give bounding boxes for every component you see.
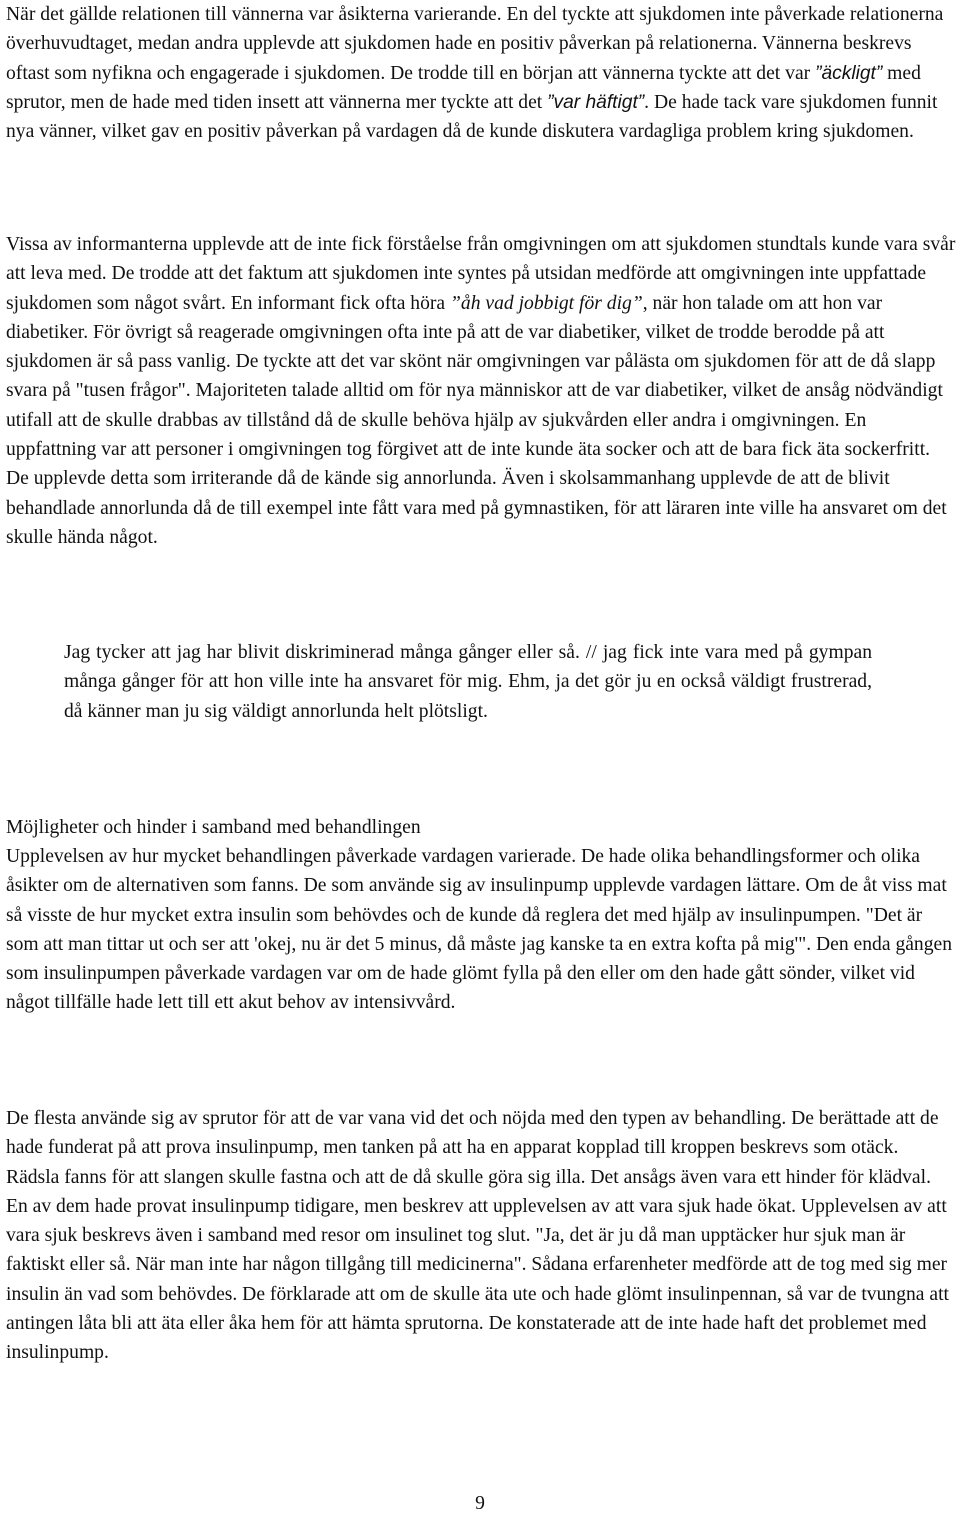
quote-haftigt: ”var häftigt” — [547, 91, 645, 113]
paragraph-treatment: Upplevelsen av hur mycket behandlingen påverkade vardagen varierade. De hade olika behandlingsformer och olika åsikter om de alternativen som fanns. De som använde sig av insulinpump upplevde vardagen lättare. Om de åt viss mat så visste de hur mycket extra insulin som behövdes och de kunde då reglera det med hjälp av insulinpumpen. "Det är som att man tittar ut och ser att 'okej, nu är det 5 minus, då måste jag kanske ta en extra kofta på mig'". Den enda gången som insulinpumpen påverkade vardagen var om de hade glömt fylla på den eller om den hade gått sönder, vilket vid något tillfälle hade lett till ett akut behov av intensivvård. — [6, 846, 953, 1014]
page-number: 9 — [475, 1493, 485, 1514]
paragraph-friends — [6, 0, 956, 146]
paragraph-syringes: De flesta använde sig av sprutor för att de var vana vid det och nöjda med den typen av behandling. De berättade att de hade funderat på att prova insulinpump, men tanken på att ha en apparat kopplad till kroppen beskrevs som otäck. Rädsla fanns för att slangen skulle fastna och att de då skulle göra sig illa. Det ansågs även vara ett hinder för klädval. En av dem hade provat insulinpump tidigare, men beskrev att upplevelsen av att vara sjuk hade ökat. Upplevelsen av att vara sjuk beskrevs även i samband med resor om insulinet tog slut. "Ja, det är ju då man upptäcker hur sjuk man är faktiskt eller så. När man inte har någon tillgång till medicinerna". Sådana erfarenheter medförde att de tog med sig mer insulin än vad som behövdes. De förklarade att om de skulle äta ute och hade glömt insulinpennan, så var de tvungna att antingen låta bli att äta eller åka hem för att hämta sprutorna. De konstaterade att de inte hade haft det problemet med insulinpump. — [6, 1108, 949, 1364]
paragraph-friends-text-2: med sprutor, men de hade med tiden insett att vännerna mer tyckte att det — [6, 62, 921, 113]
section-heading: Möjligheter och hinder i samband med behandlingen — [6, 817, 421, 838]
quote-ackligt: ”äckligt” — [815, 62, 883, 84]
interview-quote: Jag tycker att jag har blivit diskriminerad många gånger eller så. // jag fick inte vara med på gympan många gånger för att hon ville inte ha ansvaret för mig. Ehm, ja det gör ju en också väldigt frustrerad, då känner man ju sig väldigt annorlunda helt plötsligt. — [64, 642, 872, 722]
paragraph-friends-text-1: När det gällde relationen till vännerna var åsikterna varierande. En del tyckte att sjukdomen inte påverkade relationerna överhuvudtaget, medan andra upplevde att sjukdomen hade en positiv påverkan på relationerna. Vännerna beskrevs oftast som nyfikna och engagerade i sjukdomen. De trodde till en början att vännerna tyckte att det var — [6, 4, 944, 84]
paragraph-surroundings — [6, 230, 956, 552]
paragraph-surroundings-text-2: , när hon talade om att hon var diabetiker. För övrigt så reagerade omgivningen ofta inte på att de var diabetiker, vilket de trodde berodde på att sjukdomen är så pass vanlig. De tyckte att det var skönt när omgivningen var pålästa om sjukdomen för att de då slapp svara på "tusen frågor". Majoriteten talade alltid om för nya människor att de var diabetiker, vilket de ansåg nödvändigt utifall att de skulle drabbas av tillstånd då de skulle behöva hjälp av sjukvården eller andra i omgivningen. En uppfattning var att personer i omgivningen tog förgivet att de inte kunde äta socker och att de bara fick äta sockerfritt. De upplevde detta som irriterande då de kände sig annorlunda. Även i skolsammanhang upplevde de att de blivit behandlade annorlunda då de till exempel inte fått vara med på gymnastiken, för att läraren inte ville ha ansvaret om det skulle hända något. — [6, 292, 947, 548]
paragraph-friends-text-3: . De hade tack vare sjukdomen funnit nya vänner, vilket gav en positiv påverkan på vardagen då de kunde diskutera vardagliga problem kring sjukdomen. — [6, 91, 938, 143]
paragraph-surroundings-text-1: Vissa av informanterna upplevde att de inte fick förståelse från omgivningen om att sjukdomen stundtals kunde vara svår att leva med. De trodde att det faktum att sjukdomen inte syntes på utsidan medförde att omgivningen inte uppfattade sjukdomen som något svårt. En informant fick ofta höra — [6, 234, 956, 314]
quote-ah-vad-jobbigt: ”åh vad jobbigt för dig” — [450, 292, 643, 314]
